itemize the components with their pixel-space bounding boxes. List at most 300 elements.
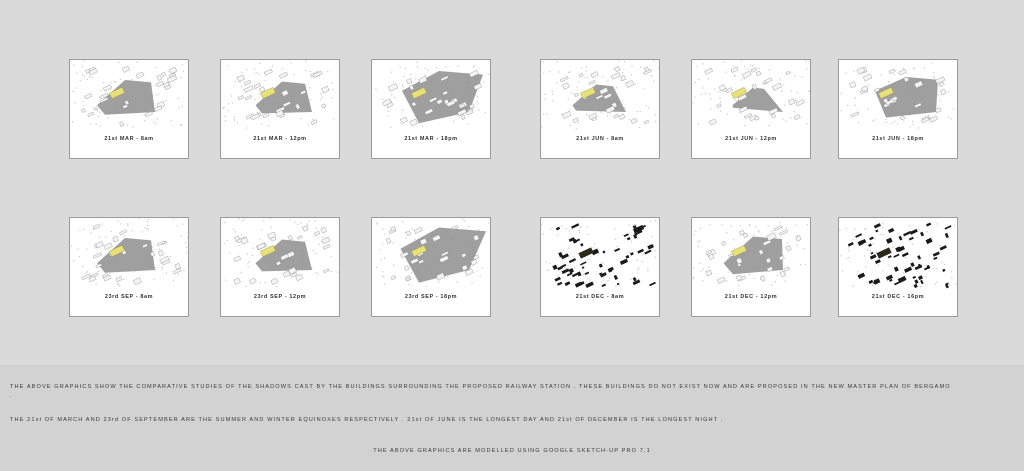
- ground-speck: [740, 225, 741, 226]
- ground-speck: [232, 102, 233, 103]
- shadow-diagram: [839, 60, 958, 159]
- ground-speck: [648, 107, 649, 108]
- study-caption: 21st DEC - 8am: [575, 294, 625, 300]
- ground-speck: [394, 97, 395, 98]
- ground-speck: [586, 70, 587, 71]
- ground-speck: [910, 127, 911, 128]
- ground-speck: [178, 274, 179, 275]
- ground-speck: [697, 241, 698, 242]
- ground-speck: [693, 234, 694, 235]
- ground-speck: [607, 80, 608, 81]
- ground-speck: [573, 262, 574, 263]
- building-footprint: [283, 271, 290, 277]
- ground-speck: [618, 61, 619, 62]
- note-line-1-continuation: .: [10, 393, 13, 399]
- dark-building-block: [624, 233, 629, 237]
- ground-speck: [393, 242, 394, 243]
- ground-speck: [853, 286, 854, 287]
- ground-speck: [569, 125, 570, 126]
- ground-speck: [123, 279, 124, 280]
- ground-speck: [583, 274, 584, 275]
- ground-speck: [698, 246, 699, 247]
- ground-speck: [733, 65, 734, 66]
- ground-speck: [183, 71, 184, 72]
- ground-speck: [610, 112, 611, 113]
- ground-speck: [400, 67, 401, 68]
- ground-speck: [294, 74, 295, 75]
- ground-speck: [468, 226, 469, 227]
- ground-speck: [409, 284, 410, 285]
- ground-speck: [552, 94, 553, 95]
- study-caption: 21st MAR - 12pm: [253, 136, 307, 142]
- ground-speck: [642, 261, 643, 262]
- ground-speck: [316, 253, 317, 254]
- ground-speck: [804, 248, 805, 249]
- ground-speck: [903, 120, 904, 121]
- ground-speck: [700, 263, 701, 264]
- building-footprint: [796, 100, 805, 106]
- ground-speck: [607, 115, 608, 116]
- ground-speck: [246, 128, 247, 129]
- dark-building-block: [580, 261, 587, 265]
- dark-building-block: [869, 236, 874, 240]
- ground-speck: [405, 232, 406, 233]
- dark-building-block: [556, 227, 560, 231]
- ground-speck: [949, 238, 950, 239]
- ground-speck: [224, 243, 225, 244]
- ground-speck: [467, 123, 468, 124]
- building-footprint: [406, 231, 411, 236]
- ground-speck: [282, 68, 283, 69]
- building-footprint: [244, 86, 254, 93]
- building-footprint: [157, 81, 164, 87]
- dark-building-block: [926, 223, 931, 227]
- ground-speck: [269, 218, 270, 219]
- ground-speck: [173, 218, 174, 219]
- ground-speck: [402, 221, 403, 222]
- ground-speck: [939, 100, 940, 101]
- ground-speck: [568, 72, 569, 73]
- ground-speck: [305, 70, 306, 71]
- building-footprint: [631, 118, 637, 123]
- building-footprint: [579, 73, 583, 77]
- dark-building-block: [630, 252, 634, 255]
- building-footprint: [742, 71, 751, 78]
- ground-speck: [124, 235, 125, 236]
- shadow-diagram: [221, 60, 340, 159]
- ground-speck: [319, 244, 320, 245]
- ground-speck: [180, 77, 181, 78]
- ground-speck: [233, 229, 234, 230]
- ground-speck: [855, 97, 856, 98]
- dark-building-block: [580, 243, 583, 246]
- ground-speck: [885, 119, 886, 120]
- ground-speck: [556, 82, 557, 83]
- ground-speck: [257, 112, 258, 113]
- dark-building-block: [899, 236, 903, 241]
- ground-speck: [574, 93, 575, 94]
- study-caption: 23rd SEP - 8am: [104, 294, 154, 300]
- study-card-jun-18pm: [838, 59, 958, 159]
- ground-speck: [100, 125, 101, 126]
- ground-speck: [693, 278, 694, 279]
- building-footprint: [254, 83, 261, 88]
- ground-speck: [225, 120, 226, 121]
- ground-speck: [290, 219, 291, 220]
- ground-speck: [322, 97, 323, 98]
- ground-speck: [598, 253, 599, 254]
- ground-speck: [872, 120, 873, 121]
- building-footprint: [103, 85, 112, 92]
- ground-speck: [698, 79, 699, 80]
- ground-speck: [864, 255, 865, 256]
- ground-speck: [588, 259, 589, 260]
- ground-speck: [841, 93, 842, 94]
- ground-speck: [805, 264, 806, 265]
- ground-speck: [73, 260, 74, 261]
- ground-speck: [224, 107, 225, 108]
- building-footprint: [321, 104, 326, 108]
- ground-speck: [639, 127, 640, 128]
- building-footprint: [562, 111, 571, 118]
- ground-speck: [417, 61, 418, 62]
- ground-speck: [83, 60, 84, 61]
- ground-speck: [936, 268, 937, 269]
- study-card-dec-16pm: [838, 217, 958, 317]
- building-footprint: [863, 74, 872, 81]
- building-footprint: [264, 69, 273, 75]
- ground-speck: [480, 275, 481, 276]
- ground-speck: [801, 76, 802, 77]
- ground-speck: [337, 272, 338, 273]
- ground-speck: [300, 222, 301, 223]
- building-footprint: [756, 71, 761, 76]
- building-footprint: [560, 76, 568, 81]
- dark-building-block: [918, 275, 923, 280]
- dark-building-block: [599, 263, 603, 267]
- ground-speck: [848, 247, 849, 248]
- ground-speck: [777, 275, 778, 276]
- dark-building-block: [869, 280, 874, 284]
- ground-speck: [738, 285, 739, 286]
- building-footprint: [400, 117, 407, 124]
- ground-speck: [155, 67, 156, 68]
- ground-speck: [141, 231, 142, 232]
- ground-speck: [855, 105, 856, 106]
- building-footprint: [410, 119, 418, 126]
- building-footprint: [104, 243, 113, 250]
- shadow-diagram: [70, 218, 189, 317]
- ground-speck: [82, 266, 83, 267]
- ground-speck: [322, 237, 323, 238]
- ground-speck: [297, 224, 298, 225]
- ground-speck: [956, 283, 957, 284]
- ground-speck: [733, 239, 734, 240]
- ground-speck: [485, 112, 486, 113]
- ground-speck: [878, 265, 879, 266]
- dark-building-block: [567, 272, 573, 276]
- ground-speck: [953, 108, 954, 109]
- ground-speck: [796, 92, 797, 93]
- building-footprint: [940, 89, 946, 95]
- ground-speck: [478, 103, 479, 104]
- shadow-mass: [97, 238, 155, 273]
- building-footprint: [772, 83, 782, 90]
- building-footprint: [388, 83, 398, 91]
- ground-speck: [241, 272, 242, 273]
- ground-speck: [650, 221, 651, 222]
- dark-building-block: [886, 238, 893, 244]
- ground-speck: [655, 250, 656, 251]
- ground-speck: [570, 71, 571, 72]
- ground-speck: [563, 250, 564, 251]
- study-card-sep-12pm: [220, 217, 340, 317]
- ground-speck: [384, 234, 385, 235]
- ground-speck: [145, 227, 146, 228]
- ground-speck: [614, 228, 615, 229]
- ground-speck: [709, 94, 710, 95]
- ground-speck: [156, 119, 157, 120]
- ground-speck: [118, 62, 119, 63]
- ground-speck: [593, 247, 594, 248]
- dark-building-block: [582, 266, 585, 269]
- dark-building-block: [571, 223, 579, 228]
- ground-speck: [235, 81, 236, 82]
- shadow-diagram: [221, 218, 340, 317]
- ground-speck: [165, 100, 166, 101]
- ground-speck: [805, 61, 806, 62]
- ground-speck: [308, 221, 309, 222]
- building-footprint: [461, 114, 466, 120]
- building-footprint: [722, 241, 726, 245]
- ground-speck: [224, 222, 225, 223]
- ground-speck: [874, 119, 875, 120]
- ground-speck: [99, 236, 100, 237]
- ground-speck: [951, 278, 952, 279]
- ground-speck: [933, 76, 934, 77]
- ground-speck: [82, 74, 83, 75]
- building-footprint: [779, 230, 788, 236]
- ground-speck: [248, 266, 249, 267]
- ground-speck: [380, 249, 381, 250]
- building-footprint: [589, 80, 596, 85]
- ground-speck: [231, 95, 232, 96]
- ground-speck: [874, 238, 875, 239]
- ground-speck: [628, 224, 629, 225]
- ground-speck: [702, 87, 703, 88]
- ground-speck: [417, 66, 418, 67]
- dark-building-block: [917, 255, 921, 260]
- ground-speck: [775, 281, 776, 282]
- ground-speck: [383, 228, 384, 229]
- ground-speck: [602, 76, 603, 77]
- ground-speck: [880, 234, 881, 235]
- ground-speck: [839, 229, 840, 230]
- ground-speck: [426, 286, 427, 287]
- ground-speck: [912, 244, 913, 245]
- dark-building-block: [569, 268, 574, 273]
- ground-speck: [410, 74, 411, 75]
- ground-speck: [241, 72, 242, 73]
- ground-speck: [794, 111, 795, 112]
- ground-speck: [784, 105, 785, 106]
- ground-speck: [312, 119, 313, 120]
- ground-speck: [800, 264, 801, 265]
- ground-speck: [393, 82, 394, 83]
- ground-speck: [897, 123, 898, 124]
- building-footprint: [262, 113, 269, 118]
- ground-speck: [655, 121, 656, 122]
- ground-speck: [307, 226, 308, 227]
- ground-speck: [655, 256, 656, 257]
- ground-speck: [87, 79, 88, 80]
- ground-speck: [138, 218, 139, 219]
- ground-speck: [790, 117, 791, 118]
- ground-speck: [239, 245, 240, 246]
- ground-speck: [73, 65, 74, 66]
- study-card-dec-12pm: [691, 217, 811, 317]
- study-card-mar-8am: [69, 59, 189, 159]
- ground-speck: [924, 68, 925, 69]
- ground-speck: [425, 68, 426, 69]
- ground-speck: [182, 64, 183, 65]
- ground-speck: [727, 114, 728, 115]
- ground-speck: [948, 91, 949, 92]
- ground-speck: [698, 124, 699, 125]
- building-footprint: [157, 241, 165, 246]
- ground-speck: [797, 245, 798, 246]
- ground-speck: [841, 110, 842, 111]
- ground-speck: [561, 114, 562, 115]
- ground-speck: [857, 271, 858, 272]
- ground-speck: [579, 230, 580, 231]
- shadow-diagram: [839, 218, 958, 317]
- ground-speck: [148, 219, 149, 220]
- ground-speck: [223, 108, 224, 109]
- dark-building-block: [945, 225, 952, 229]
- ground-speck: [331, 97, 332, 98]
- building-footprint: [249, 278, 256, 284]
- shadow-diagram: [541, 60, 660, 159]
- ground-speck: [391, 72, 392, 73]
- building-footprint: [751, 68, 757, 73]
- ground-speck: [755, 226, 756, 227]
- ground-speck: [918, 229, 919, 230]
- ground-speck: [703, 63, 704, 64]
- ground-speck: [105, 236, 106, 237]
- ground-speck: [244, 219, 245, 220]
- note-line-2: THE 21st OF MARCH AND 23rd OF SEPTEMBER ARE THE SUMMER AND WINTER EQUINOXES RESPECTIVELY . 21st OF JUNE IS THE LONGEST DAY AND 21st OF DECEMBER IS THE LONGEST NIGHT .: [10, 417, 724, 423]
- ground-speck: [173, 280, 174, 281]
- ground-speck: [98, 271, 99, 272]
- ground-speck: [377, 222, 378, 223]
- ground-speck: [615, 286, 616, 287]
- ground-speck: [76, 73, 77, 74]
- ground-speck: [268, 125, 269, 126]
- ground-speck: [692, 102, 693, 103]
- ground-speck: [71, 246, 72, 247]
- ground-speck: [404, 76, 405, 77]
- dark-building-block: [572, 272, 579, 277]
- ground-speck: [629, 251, 630, 252]
- ground-speck: [719, 97, 720, 98]
- building-footprint: [321, 227, 327, 233]
- ground-speck: [102, 82, 103, 83]
- ground-speck: [574, 267, 575, 268]
- ground-speck: [137, 62, 138, 63]
- shadow-diagram: [692, 60, 811, 159]
- study-card-sep-18pm: [371, 217, 491, 317]
- ground-speck: [447, 276, 448, 277]
- ground-speck: [957, 219, 958, 220]
- ground-speck: [588, 234, 589, 235]
- ground-speck: [482, 267, 483, 268]
- ground-speck: [651, 236, 652, 237]
- ground-speck: [577, 86, 578, 87]
- ground-speck: [693, 277, 694, 278]
- dark-building-block: [888, 255, 892, 258]
- dark-building-block: [620, 259, 628, 265]
- ground-speck: [161, 267, 162, 268]
- ground-speck: [260, 282, 261, 283]
- ground-speck: [587, 278, 588, 279]
- ground-speck: [310, 99, 311, 100]
- ground-speck: [563, 259, 564, 260]
- ground-speck: [182, 106, 183, 107]
- ground-speck: [402, 87, 403, 88]
- ground-speck: [779, 222, 780, 223]
- ground-speck: [725, 72, 726, 73]
- building-footprint: [133, 278, 141, 285]
- ground-speck: [643, 88, 644, 89]
- ground-speck: [557, 235, 558, 236]
- ground-speck: [651, 76, 652, 77]
- ground-speck: [912, 121, 913, 122]
- ground-speck: [334, 118, 335, 119]
- ground-speck: [155, 267, 156, 268]
- ground-speck: [90, 124, 91, 125]
- ground-speck: [617, 246, 618, 247]
- dark-building-block: [649, 282, 656, 286]
- ground-speck: [769, 69, 770, 70]
- ground-speck: [609, 278, 610, 279]
- ground-speck: [909, 225, 910, 226]
- ground-speck: [933, 72, 934, 73]
- dark-building-block: [875, 230, 878, 233]
- ground-speck: [571, 92, 572, 93]
- ground-speck: [543, 233, 544, 234]
- ground-speck: [227, 240, 228, 241]
- ground-speck: [436, 67, 437, 68]
- ground-speck: [786, 228, 787, 229]
- ground-speck: [741, 61, 742, 62]
- ground-speck: [543, 72, 544, 73]
- dark-building-block: [647, 244, 654, 250]
- building-footprint: [89, 276, 96, 282]
- ground-speck: [589, 279, 590, 280]
- ground-speck: [182, 224, 183, 225]
- ground-speck: [552, 90, 553, 91]
- ground-speck: [791, 91, 792, 92]
- ground-speck: [854, 71, 855, 72]
- ground-speck: [545, 98, 546, 99]
- ground-speck: [750, 64, 751, 65]
- building-footprint: [161, 72, 166, 77]
- dark-building-block: [933, 257, 937, 260]
- ground-speck: [695, 231, 696, 232]
- ground-speck: [92, 77, 93, 78]
- ground-speck: [645, 105, 646, 106]
